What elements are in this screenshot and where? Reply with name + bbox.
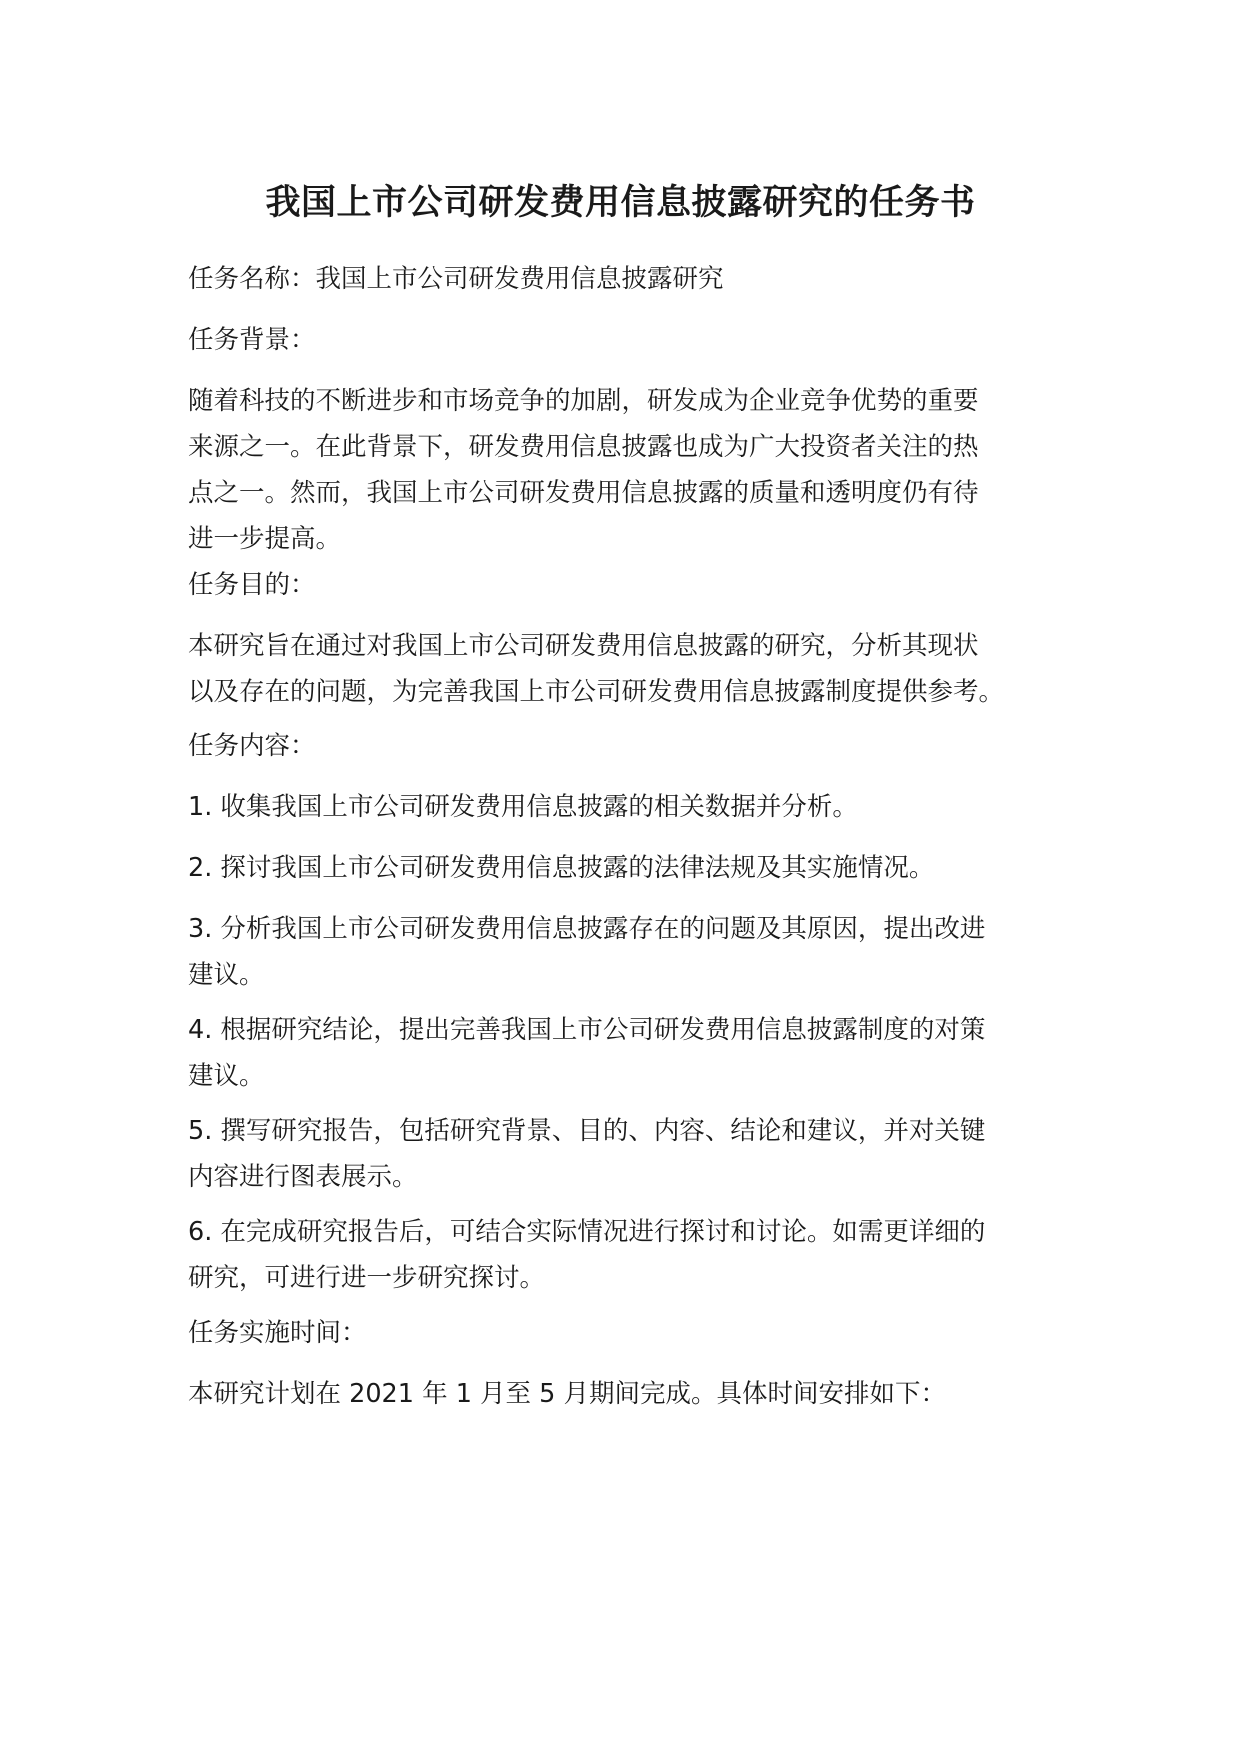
paragraph-line: 来源之一。在此背景下，研发费用信息披露也成为广大投资者关注的热 (188, 432, 979, 462)
document-title: 我国上市公司研发费用信息披露研究的任务书 (265, 183, 976, 223)
list-item-line: 研究，可进行进一步研究探讨。 (188, 1263, 546, 1293)
list-item-line: 建议。 (188, 960, 265, 990)
list-item-line: 3. 分析我国上市公司研发费用信息披露存在的问题及其原因，提出改进 (188, 914, 986, 944)
paragraph-line: 本研究旨在通过对我国上市公司研发费用信息披露的研究，分析其现状 (188, 631, 979, 661)
paragraph-line: 随着科技的不断进步和市场竞争的加剧，研发成为企业竞争优势的重要 (188, 386, 979, 416)
content-heading-text: 任务内容： (188, 731, 316, 761)
background-heading (188, 317, 1068, 363)
schedule-heading-text: 任务实施时间： (188, 1318, 367, 1348)
list-item (188, 845, 1068, 891)
list-item (188, 906, 1068, 998)
list-item (188, 1209, 1068, 1301)
schedule-paragraph (188, 1371, 1068, 1417)
list-item-line: 1. 收集我国上市公司研发费用信息披露的相关数据并分析。 (188, 792, 858, 822)
schedule-text: 本研究计划在 2021 年 1 月至 5 月期间完成。具体时间安排如下： (188, 1379, 946, 1409)
list-item-line: 建议。 (188, 1061, 265, 1091)
list-item (188, 1108, 1068, 1200)
purpose-heading (188, 562, 1068, 608)
background-heading-text: 任务背景： (188, 325, 316, 355)
list-item-line: 6. 在完成研究报告后，可结合实际情况进行探讨和讨论。如需更详细的 (188, 1217, 986, 1247)
paragraph-line: 以及存在的问题，为完善我国上市公司研发费用信息披露制度提供参考。 (188, 677, 1005, 707)
schedule-heading (188, 1310, 1068, 1356)
list-item-line: 内容进行图表展示。 (188, 1162, 418, 1192)
background-paragraph (188, 378, 1068, 562)
content-heading (188, 723, 1068, 769)
purpose-paragraph (188, 623, 1068, 715)
task-name (188, 256, 1068, 302)
list-item-line: 4. 根据研究结论，提出完善我国上市公司研发费用信息披露制度的对策 (188, 1015, 986, 1045)
task-name-text: 任务名称：我国上市公司研发费用信息披露研究 (188, 264, 724, 294)
paragraph-line: 点之一。然而，我国上市公司研发费用信息披露的质量和透明度仍有待 (188, 478, 979, 508)
purpose-heading-text: 任务目的： (188, 570, 316, 600)
list-item (188, 1007, 1068, 1099)
paragraph-line: 进一步提高。 (188, 524, 342, 554)
list-item-line: 5. 撰写研究报告，包括研究背景、目的、内容、结论和建议，并对关键 (188, 1116, 986, 1146)
list-item-line: 2. 探讨我国上市公司研发费用信息披露的法律法规及其实施情况。 (188, 853, 935, 883)
list-item (188, 784, 1068, 830)
